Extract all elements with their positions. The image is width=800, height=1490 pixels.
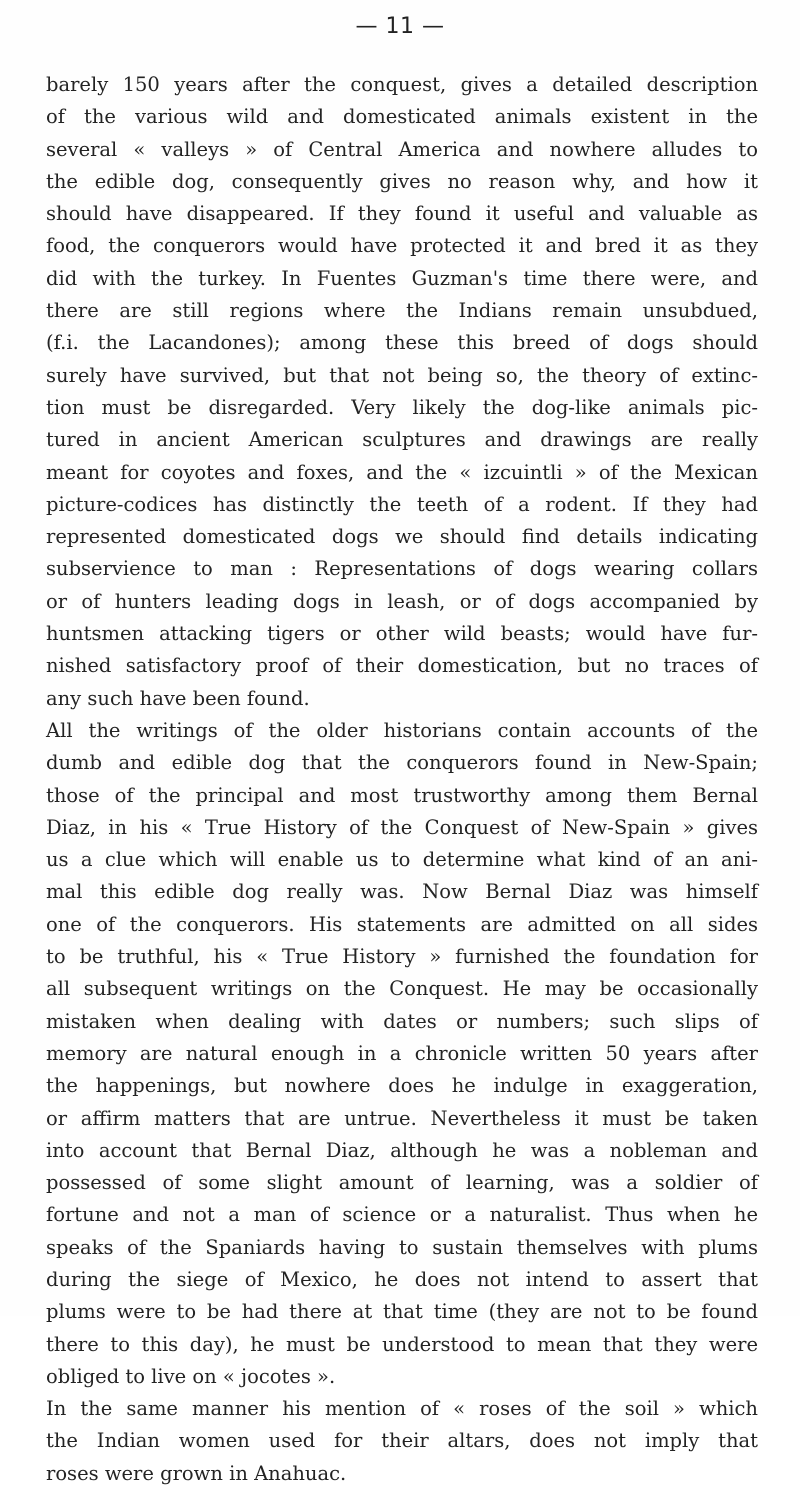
text-line: possessed of some slight amount of learning, was a soldier of — [46, 1171, 758, 1195]
text-line: or of hunters leading dogs in leash, or of dogs accompanied by — [46, 589, 758, 613]
text-line: one of the conquerors. His statements are admitted on all sides — [46, 912, 758, 936]
text-line: In the same manner his mention of « roses of the soil » which — [46, 1397, 758, 1421]
text-line: fortune and not a man of science or a naturalist. Thus when he — [46, 1203, 758, 1227]
text-line: several « valleys » of Central America and nowhere alludes to — [46, 137, 758, 161]
page-number: — 11 — — [355, 14, 445, 39]
text-line: plums were to be had there at that time (they are not to be found — [46, 1300, 758, 1324]
text-line: mal this edible dog really was. Now Bernal Diaz was himself — [46, 880, 758, 904]
body-text — [46, 69, 758, 1490]
text-line: Diaz, in his « True History of the Conquest of New-Spain » gives — [46, 815, 758, 839]
text-line: dumb and edible dog that the conquerors found in New-Spain; — [46, 751, 758, 775]
text-line: surely have survived, but that not being so, the theory of extinc- — [46, 363, 758, 387]
text-line: into account that Bernal Diaz, although he was a nobleman and — [46, 1138, 758, 1162]
text-line: speaks of the Spaniards having to sustain themselves with plums — [46, 1235, 758, 1259]
text-line: did with the turkey. In Fuentes Guzman's time there were, and — [46, 266, 758, 290]
text-line: picture-codices has distinctly the teeth of a rodent. If they had — [46, 492, 758, 516]
text-line: meant for coyotes and foxes, and the « izcuintli » of the Mexican — [46, 460, 758, 484]
text-line: us a clue which will enable us to determine what kind of an ani- — [46, 848, 758, 872]
text-line: food, the conquerors would have protected it and bred it as they — [46, 234, 758, 258]
text-line: to be truthful, his « True History » furnished the foundation for — [46, 945, 758, 969]
text-line: obliged to live on « jocotes ». — [46, 1364, 336, 1388]
text-line: memory are natural enough in a chronicle written 50 years after — [46, 1041, 758, 1065]
text-line: all subsequent writings on the Conquest. He may be occasionally — [46, 977, 758, 1001]
text-line: the Indian women used for their altars, does not imply that — [46, 1429, 758, 1453]
text-line: the happenings, but nowhere does he indulge in exaggeration, — [46, 1074, 758, 1098]
text-line: represented domesticated dogs we should find details indicating — [46, 525, 758, 549]
text-line: there to this day), he must be understood to mean that they were — [46, 1332, 758, 1356]
text-line: should have disappeared. If they found it useful and valuable as — [46, 202, 758, 226]
text-line: huntsmen attacking tigers or other wild beasts; would have fur- — [46, 622, 758, 646]
text-line: tured in ancient American sculptures and drawings are really — [46, 428, 758, 452]
text-line: barely 150 years after the conquest, gives a detailed description — [46, 73, 758, 96]
text-line: nished satisfactory proof of their domestication, but no traces of — [46, 654, 758, 678]
text-line: those of the principal and most trustworthy among them Bernal — [46, 783, 758, 807]
text-line: of the various wild and domesticated animals existent in the — [46, 105, 758, 129]
text-line: during the siege of Mexico, he does not intend to assert that — [46, 1267, 758, 1291]
text-line: (f.i. the Lacandones); among these this breed of dogs should — [46, 331, 758, 355]
text-line: All the writings of the older historians contain accounts of the — [46, 718, 758, 742]
text-line: or affirm matters that are untrue. Nevertheless it must be taken — [46, 1106, 758, 1130]
text-line: subservience to man : Representations of dogs wearing collars — [46, 557, 758, 581]
text-line: any such have been found. — [46, 686, 310, 710]
text-line: roses were grown in Anahuac. — [46, 1461, 347, 1485]
text-line: the edible dog, consequently gives no reason why, and how it — [46, 169, 758, 193]
text-line: tion must be disregarded. Very likely the dog-like animals pic- — [46, 395, 758, 419]
text-line: mistaken when dealing with dates or numbers; such slips of — [46, 1009, 758, 1033]
text-line: there are still regions where the Indians remain unsubdued, — [46, 299, 758, 323]
